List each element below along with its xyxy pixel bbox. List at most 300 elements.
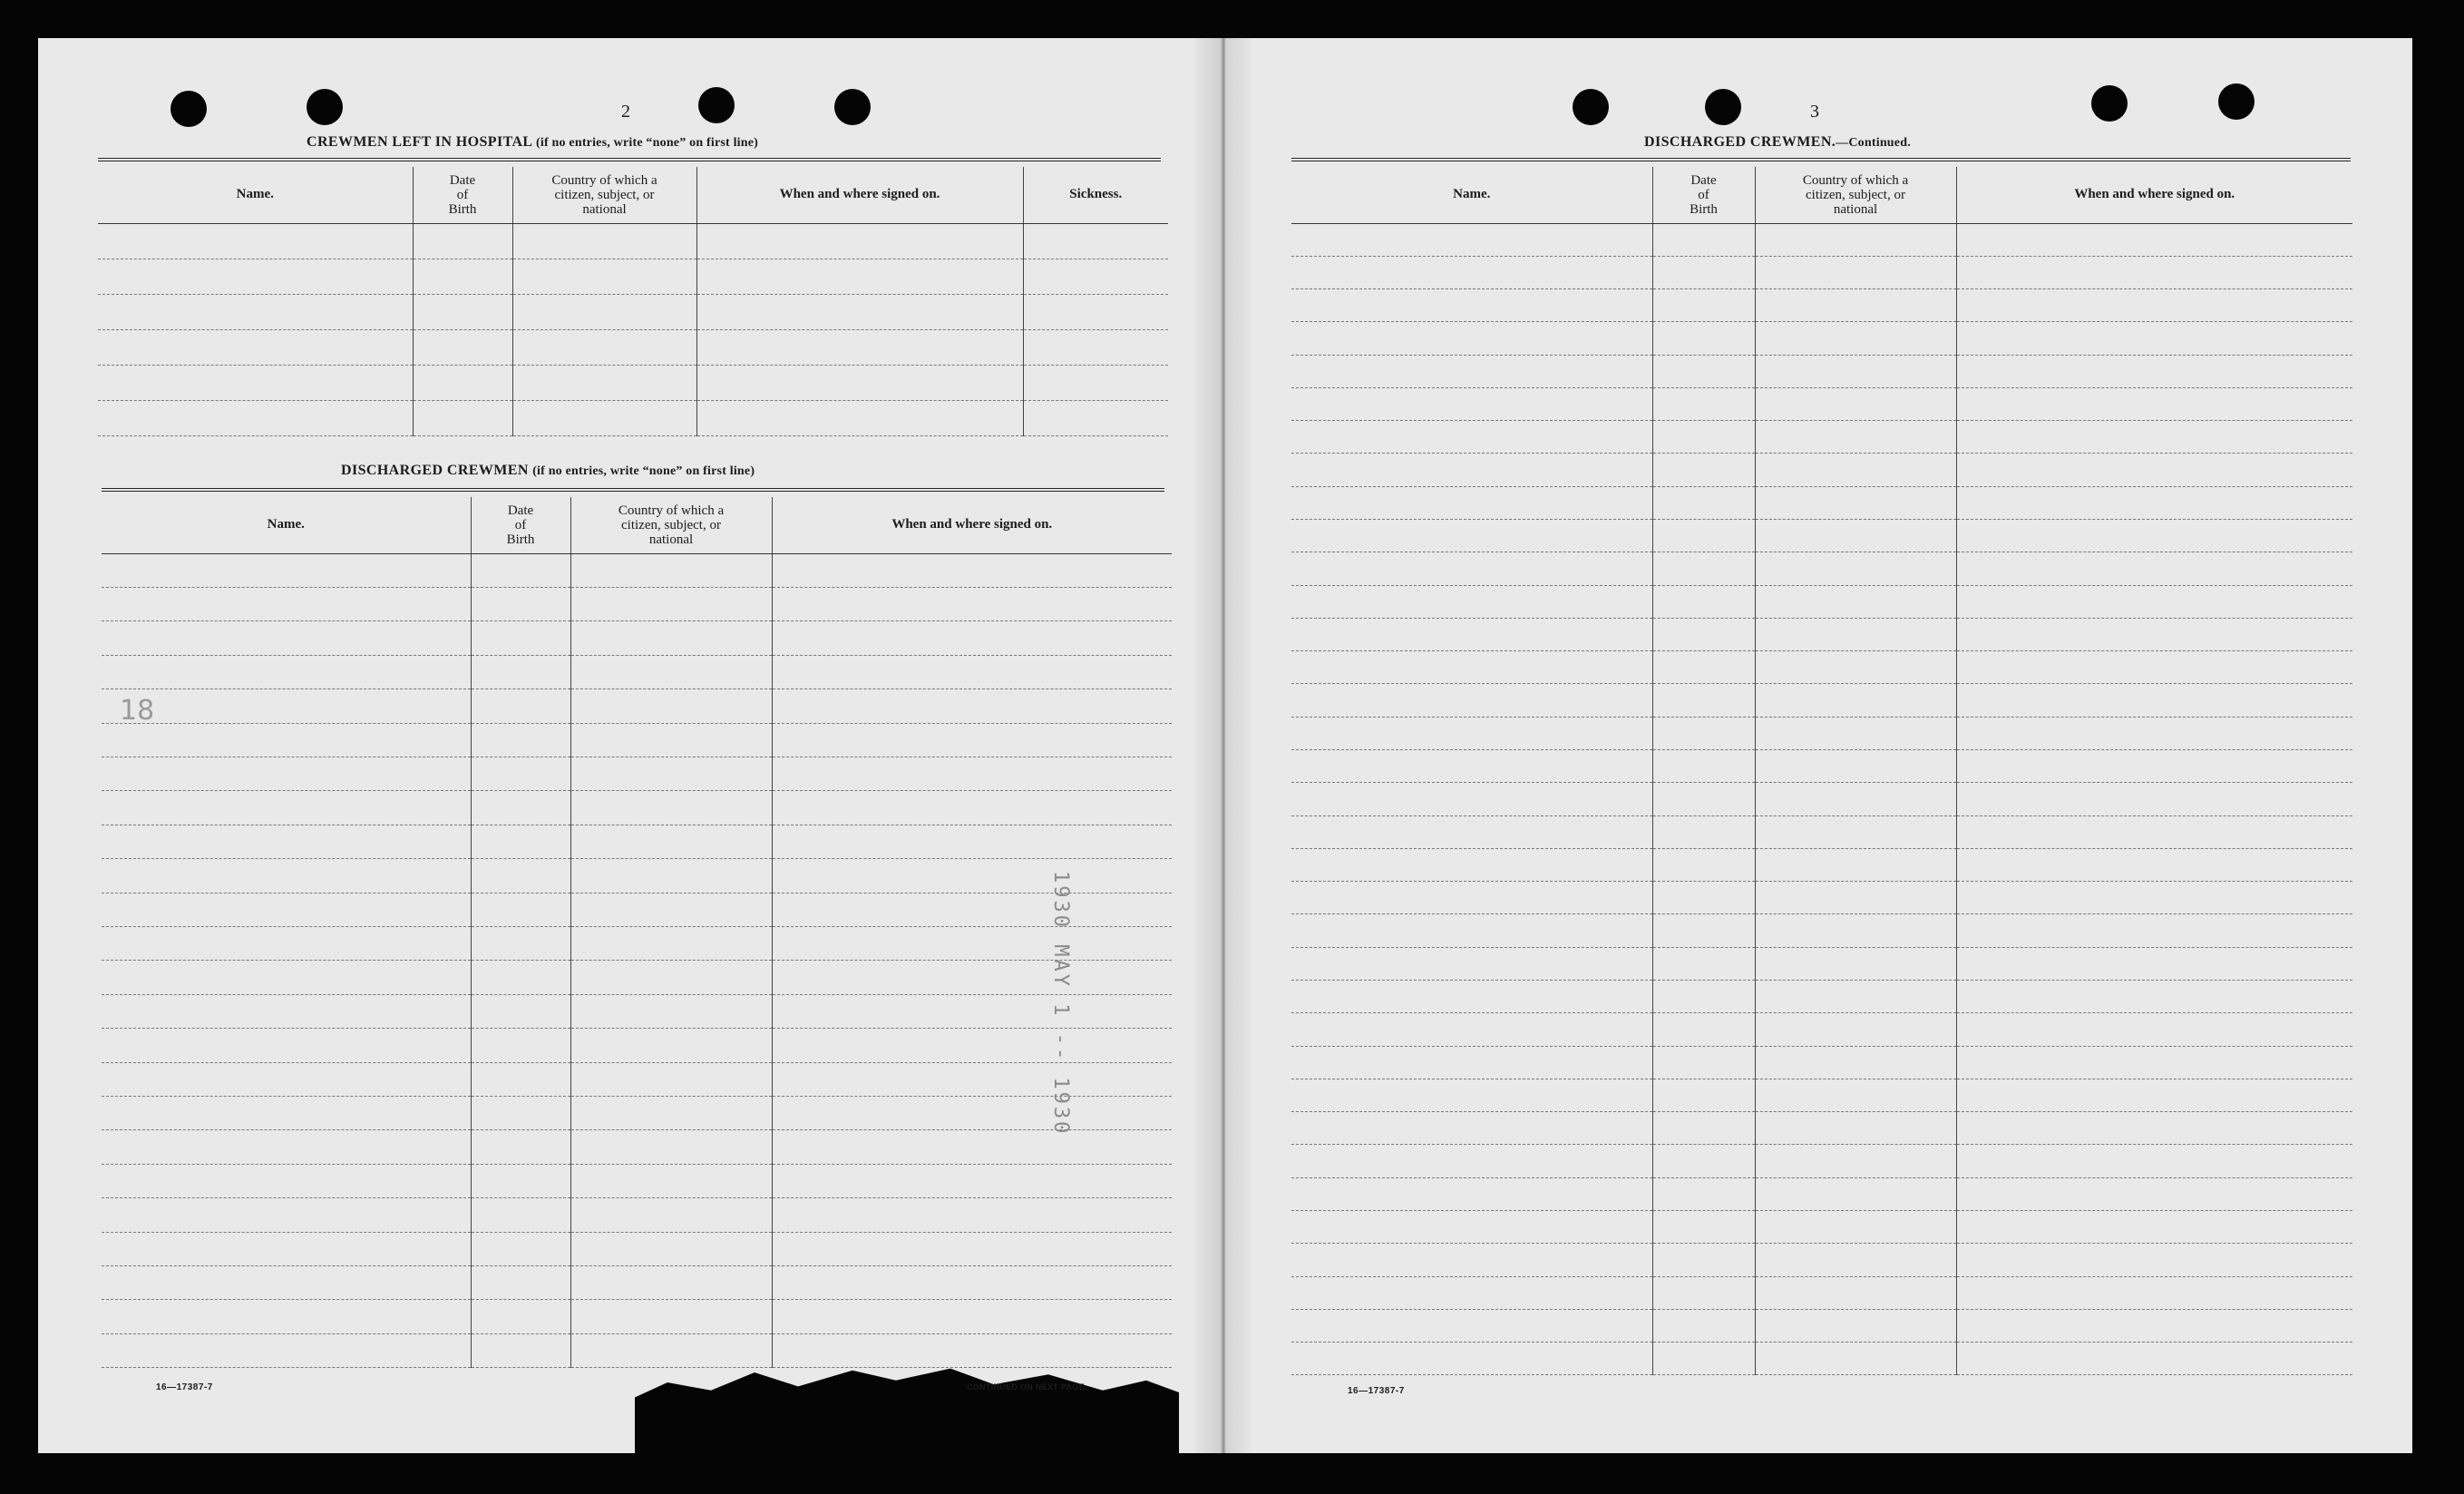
blank-entry-cell[interactable] [772, 655, 1172, 688]
blank-entry-cell[interactable] [102, 621, 471, 655]
blank-entry-cell[interactable] [1652, 223, 1755, 256]
blank-entry-cell[interactable] [1956, 1013, 2352, 1046]
blank-entry-cell[interactable] [1956, 486, 2352, 519]
blank-entry-cell[interactable] [102, 655, 471, 688]
blank-entry-cell[interactable] [1956, 1210, 2352, 1243]
double-rule [102, 488, 1164, 492]
blank-entry-cell[interactable] [1956, 1145, 2352, 1177]
blank-entry-cell[interactable] [512, 294, 696, 329]
blank-entry-cell[interactable] [413, 223, 512, 259]
blank-entry-cell[interactable] [1956, 256, 2352, 288]
blank-entry-cell[interactable] [1956, 783, 2352, 815]
blank-entry-cell[interactable] [102, 1266, 471, 1300]
blank-entry-cell[interactable] [1291, 1177, 1652, 1210]
blank-entry-cell[interactable] [772, 1130, 1172, 1164]
blank-entry-cell[interactable] [1652, 980, 1755, 1012]
section-title-discharged-continued [1644, 134, 1911, 151]
blank-entry-cell[interactable] [1755, 1244, 1956, 1276]
blank-entry-cell[interactable] [1652, 355, 1755, 387]
blank-entry-cell[interactable] [570, 621, 772, 655]
blank-entry-cell[interactable] [1652, 1079, 1755, 1111]
blank-entry-cell[interactable] [1652, 1244, 1755, 1276]
blank-entry-cell[interactable] [471, 587, 570, 620]
blank-entry-cell[interactable] [1291, 651, 1652, 684]
blank-entry-cell[interactable] [98, 365, 413, 400]
blank-entry-cell[interactable] [471, 825, 570, 858]
blank-entry-cell[interactable] [1291, 223, 1652, 256]
blank-entry-cell[interactable] [1956, 947, 2352, 980]
blank-entry-cell[interactable] [1956, 980, 2352, 1012]
blank-entry-cell[interactable] [570, 859, 772, 893]
blank-entry-cell[interactable] [102, 1232, 471, 1265]
blank-entry-cell[interactable] [1652, 256, 1755, 288]
blank-entry-cell[interactable] [1291, 486, 1652, 519]
blank-entry-cell[interactable] [1291, 618, 1652, 650]
blank-entry-cell[interactable] [1755, 1276, 1956, 1309]
blank-entry-cell[interactable] [772, 1029, 1172, 1062]
blank-entry-cell[interactable] [570, 1232, 772, 1265]
column-header-line: Birth [448, 201, 477, 217]
blank-entry-cell[interactable] [102, 825, 471, 858]
blank-entry-cell[interactable] [1652, 1276, 1755, 1309]
blank-entry-cell[interactable] [1755, 684, 1956, 717]
blank-entry-cell[interactable] [1291, 882, 1652, 914]
blank-entry-cell[interactable] [772, 893, 1172, 926]
blank-entry-cell[interactable] [1652, 684, 1755, 717]
blank-entry-cell[interactable] [471, 1198, 570, 1232]
blank-entry-cell[interactable] [471, 1029, 570, 1062]
blank-entry-cell[interactable] [102, 1333, 471, 1367]
blank-entry-cell[interactable] [1291, 520, 1652, 552]
column-header: Sickness. [1023, 167, 1168, 223]
blank-entry-cell[interactable] [570, 1164, 772, 1197]
blank-entry-cell[interactable] [1023, 365, 1168, 400]
blank-entry-cell[interactable] [1755, 1177, 1956, 1210]
column-header: Name. [1291, 167, 1652, 223]
blank-entry-cell[interactable] [1755, 914, 1956, 947]
blank-entry-cell[interactable] [512, 400, 696, 435]
blank-entry-cell[interactable] [1652, 1343, 1755, 1375]
blank-entry-cell[interactable] [1956, 1343, 2352, 1375]
blank-entry-cell[interactable] [1956, 454, 2352, 486]
blank-entry-cell[interactable] [1291, 1244, 1652, 1276]
table-row [1291, 1112, 2352, 1145]
blank-entry-cell[interactable] [102, 1300, 471, 1333]
blank-entry-cell[interactable] [1755, 783, 1956, 815]
blank-entry-cell[interactable] [772, 1062, 1172, 1096]
blank-entry-cell[interactable] [1652, 1145, 1755, 1177]
blank-entry-cell[interactable] [1291, 750, 1652, 783]
blank-entry-cell[interactable] [471, 1300, 570, 1333]
blank-entry-cell[interactable] [471, 926, 570, 960]
blank-entry-cell[interactable] [471, 1097, 570, 1130]
blank-entry-cell[interactable] [696, 365, 1023, 400]
blank-entry-cell[interactable] [1652, 618, 1755, 650]
blank-entry-cell[interactable] [1755, 1013, 1956, 1046]
blank-entry-cell[interactable] [102, 587, 471, 620]
blank-entry-cell[interactable] [471, 1164, 570, 1197]
blank-entry-cell[interactable] [570, 723, 772, 757]
blank-entry-cell[interactable] [512, 259, 696, 294]
blank-entry-cell[interactable] [1652, 1046, 1755, 1079]
blank-entry-cell[interactable] [570, 1130, 772, 1164]
blank-entry-cell[interactable] [1291, 454, 1652, 486]
blank-entry-cell[interactable] [102, 1164, 471, 1197]
blank-entry-cell[interactable] [772, 1164, 1172, 1197]
blank-entry-cell[interactable] [1652, 1210, 1755, 1243]
blank-entry-cell[interactable] [1956, 914, 2352, 947]
blank-entry-cell[interactable] [772, 1232, 1172, 1265]
blank-entry-cell[interactable] [1956, 1112, 2352, 1145]
blank-entry-cell[interactable] [471, 655, 570, 688]
table-row [102, 859, 1172, 893]
blank-entry-cell[interactable] [1652, 882, 1755, 914]
blank-entry-cell[interactable] [1755, 651, 1956, 684]
blank-entry-cell[interactable] [102, 1029, 471, 1062]
blank-entry-cell[interactable] [1956, 750, 2352, 783]
blank-entry-cell[interactable] [1956, 1276, 2352, 1309]
blank-entry-cell[interactable] [471, 961, 570, 994]
column-header [1652, 167, 1755, 223]
blank-entry-cell[interactable] [1652, 486, 1755, 519]
blank-entry-cell[interactable] [1291, 1145, 1652, 1177]
blank-entry-cell[interactable] [570, 1300, 772, 1333]
blank-entry-cell[interactable] [102, 757, 471, 790]
blank-entry-cell[interactable] [1291, 1046, 1652, 1079]
blank-entry-cell[interactable] [1755, 1145, 1956, 1177]
blank-entry-cell[interactable] [1755, 1046, 1956, 1079]
blank-entry-cell[interactable] [1956, 815, 2352, 848]
blank-entry-cell[interactable] [102, 791, 471, 825]
blank-entry-cell[interactable] [1956, 684, 2352, 717]
blank-entry-cell[interactable] [696, 223, 1023, 259]
blank-entry-cell[interactable] [1956, 520, 2352, 552]
blank-entry-cell[interactable] [772, 791, 1172, 825]
blank-entry-cell[interactable] [1291, 256, 1652, 288]
blank-entry-cell[interactable] [1291, 322, 1652, 355]
blank-entry-cell[interactable] [1956, 1079, 2352, 1111]
blank-entry-cell[interactable] [471, 1232, 570, 1265]
blank-entry-cell[interactable] [772, 1198, 1172, 1232]
blank-entry-cell[interactable] [1755, 882, 1956, 914]
blank-entry-cell[interactable] [1956, 882, 2352, 914]
blank-entry-cell[interactable] [471, 757, 570, 790]
table-row [1291, 1013, 2352, 1046]
section-title-discharged [341, 463, 755, 479]
blank-entry-cell[interactable] [1755, 289, 1956, 322]
blank-entry-cell[interactable] [1023, 223, 1168, 259]
blank-entry-cell[interactable] [1652, 1177, 1755, 1210]
blank-entry-cell[interactable] [98, 223, 413, 259]
column-header: Name. [98, 167, 413, 223]
blank-entry-cell[interactable] [1755, 454, 1956, 486]
blank-entry-cell[interactable] [1755, 585, 1956, 618]
blank-entry-cell[interactable] [1956, 1244, 2352, 1276]
blank-entry-cell[interactable] [1652, 289, 1755, 322]
blank-entry-cell[interactable] [471, 1266, 570, 1300]
blank-entry-cell[interactable] [1652, 1309, 1755, 1342]
column-header-line: Birth [506, 532, 535, 547]
blank-entry-cell[interactable] [570, 553, 772, 587]
blank-entry-cell[interactable] [570, 994, 772, 1028]
blank-entry-cell[interactable] [98, 400, 413, 435]
blank-entry-cell[interactable] [772, 859, 1172, 893]
blank-entry-cell[interactable] [471, 893, 570, 926]
blank-entry-cell[interactable] [102, 1198, 471, 1232]
blank-entry-cell[interactable] [413, 329, 512, 365]
table-row [102, 791, 1172, 825]
blank-entry-cell[interactable] [772, 757, 1172, 790]
blank-entry-cell[interactable] [512, 365, 696, 400]
blank-entry-cell[interactable] [772, 1097, 1172, 1130]
blank-entry-cell[interactable] [570, 1029, 772, 1062]
blank-entry-cell[interactable] [1291, 1112, 1652, 1145]
blank-entry-cell[interactable] [570, 926, 772, 960]
blank-entry-cell[interactable] [1755, 1079, 1956, 1111]
blank-entry-cell[interactable] [102, 926, 471, 960]
blank-entry-cell[interactable] [1956, 355, 2352, 387]
blank-entry-cell[interactable] [570, 587, 772, 620]
blank-entry-cell[interactable] [1755, 947, 1956, 980]
blank-entry-cell[interactable] [1291, 947, 1652, 980]
blank-entry-cell[interactable] [1291, 1013, 1652, 1046]
blank-entry-cell[interactable] [1956, 322, 2352, 355]
blank-entry-cell[interactable] [1652, 1013, 1755, 1046]
blank-entry-cell[interactable] [102, 859, 471, 893]
blank-entry-cell[interactable] [1023, 294, 1168, 329]
blank-entry-cell[interactable] [1956, 618, 2352, 650]
punch-hole [170, 91, 207, 127]
blank-entry-cell[interactable] [1291, 421, 1652, 454]
blank-entry-cell[interactable] [471, 1333, 570, 1367]
blank-entry-cell[interactable] [1291, 717, 1652, 749]
blank-entry-cell[interactable] [1291, 783, 1652, 815]
blank-entry-cell[interactable] [570, 655, 772, 688]
blank-entry-cell[interactable] [772, 1300, 1172, 1333]
blank-entry-cell[interactable] [1291, 355, 1652, 387]
blank-entry-cell[interactable] [570, 893, 772, 926]
blank-entry-cell[interactable] [696, 400, 1023, 435]
blank-entry-cell[interactable] [1291, 980, 1652, 1012]
blank-entry-cell[interactable] [471, 791, 570, 825]
blank-entry-cell[interactable] [471, 621, 570, 655]
table-row [102, 961, 1172, 994]
table-row [1291, 256, 2352, 288]
blank-entry-cell[interactable] [413, 259, 512, 294]
blank-entry-cell[interactable] [1755, 815, 1956, 848]
blank-entry-cell[interactable] [1652, 947, 1755, 980]
blank-entry-cell[interactable] [1652, 520, 1755, 552]
blank-entry-cell[interactable] [772, 553, 1172, 587]
blank-entry-cell[interactable] [1652, 1112, 1755, 1145]
blank-entry-cell[interactable] [102, 994, 471, 1028]
blank-entry-cell[interactable] [1956, 717, 2352, 749]
blank-entry-cell[interactable] [1956, 552, 2352, 585]
blank-entry-cell[interactable] [471, 994, 570, 1028]
blank-entry-cell[interactable] [413, 294, 512, 329]
blank-entry-cell[interactable] [102, 961, 471, 994]
blank-entry-cell[interactable] [413, 400, 512, 435]
blank-entry-cell[interactable] [772, 1266, 1172, 1300]
blank-entry-cell[interactable] [102, 553, 471, 587]
blank-entry-cell[interactable] [1755, 223, 1956, 256]
blank-entry-cell[interactable] [1755, 1210, 1956, 1243]
blank-entry-cell[interactable] [1755, 750, 1956, 783]
blank-entry-cell[interactable] [696, 329, 1023, 365]
table-row [102, 1300, 1172, 1333]
blank-entry-cell[interactable] [1755, 387, 1956, 420]
blank-entry-cell[interactable] [471, 1130, 570, 1164]
blank-entry-cell[interactable] [772, 961, 1172, 994]
blank-entry-cell[interactable] [1755, 1112, 1956, 1145]
table-row [1291, 486, 2352, 519]
blank-entry-cell[interactable] [570, 689, 772, 723]
blank-entry-cell[interactable] [1652, 750, 1755, 783]
blank-entry-cell[interactable] [102, 1062, 471, 1096]
blank-entry-cell[interactable] [471, 1062, 570, 1096]
blank-entry-cell[interactable] [512, 329, 696, 365]
blank-entry-cell[interactable] [1291, 1309, 1652, 1342]
blank-entry-cell[interactable] [570, 825, 772, 858]
blank-entry-cell[interactable] [102, 723, 471, 757]
blank-entry-cell[interactable] [1755, 486, 1956, 519]
blank-entry-cell[interactable] [772, 994, 1172, 1028]
section-title-text: DISCHARGED CREWMEN [341, 463, 529, 478]
blank-entry-cell[interactable] [1291, 815, 1652, 848]
blank-entry-cell[interactable] [772, 689, 1172, 723]
blank-entry-cell[interactable] [1956, 387, 2352, 420]
blank-entry-cell[interactable] [471, 859, 570, 893]
blank-entry-cell[interactable] [1956, 289, 2352, 322]
blank-entry-cell[interactable] [1652, 421, 1755, 454]
blank-entry-cell[interactable] [570, 757, 772, 790]
blank-entry-cell[interactable] [1755, 355, 1956, 387]
blank-entry-cell[interactable] [1291, 848, 1652, 881]
blank-entry-cell[interactable] [1755, 1309, 1956, 1342]
blank-entry-cell[interactable] [1291, 552, 1652, 585]
blank-entry-cell[interactable] [570, 1266, 772, 1300]
blank-entry-cell[interactable] [102, 1130, 471, 1164]
blank-entry-cell[interactable] [1652, 914, 1755, 947]
blank-entry-cell[interactable] [1956, 651, 2352, 684]
blank-entry-cell[interactable] [98, 259, 413, 294]
blank-entry-cell[interactable] [471, 553, 570, 587]
blank-entry-cell[interactable] [98, 294, 413, 329]
blank-entry-cell[interactable] [471, 689, 570, 723]
blank-entry-cell[interactable] [102, 893, 471, 926]
blank-entry-cell[interactable] [1652, 454, 1755, 486]
blank-entry-cell[interactable] [1956, 1046, 2352, 1079]
blank-entry-cell[interactable] [1291, 914, 1652, 947]
blank-entry-cell[interactable] [102, 689, 471, 723]
blank-entry-cell[interactable] [1755, 322, 1956, 355]
blank-entry-cell[interactable] [102, 1097, 471, 1130]
table-row [1291, 914, 2352, 947]
blank-entry-cell[interactable] [1652, 815, 1755, 848]
section-instruction: (if no entries, write “none” on first line) [532, 464, 755, 478]
blank-entry-cell[interactable] [1755, 848, 1956, 881]
page-number: 3 [1810, 102, 1819, 122]
blank-entry-cell[interactable] [772, 825, 1172, 858]
blank-entry-cell[interactable] [772, 723, 1172, 757]
continued-note: CONTINUED ON NEXT PAGE. [967, 1382, 1087, 1391]
blank-entry-cell[interactable] [772, 926, 1172, 960]
blank-entry-cell[interactable] [1023, 329, 1168, 365]
table-row [98, 400, 1168, 435]
blank-entry-cell[interactable] [1023, 400, 1168, 435]
blank-entry-cell[interactable] [471, 723, 570, 757]
blank-entry-cell[interactable] [1755, 618, 1956, 650]
table-row [102, 926, 1172, 960]
blank-entry-cell[interactable] [1291, 289, 1652, 322]
blank-entry-cell[interactable] [1956, 223, 2352, 256]
blank-entry-cell[interactable] [1023, 259, 1168, 294]
column-header-line: Country of which a [551, 172, 657, 188]
blank-entry-cell[interactable] [1291, 1079, 1652, 1111]
blank-entry-cell[interactable] [570, 961, 772, 994]
blank-entry-cell[interactable] [1956, 1177, 2352, 1210]
blank-entry-cell[interactable] [98, 329, 413, 365]
blank-entry-cell[interactable] [772, 587, 1172, 620]
blank-entry-cell[interactable] [696, 294, 1023, 329]
blank-entry-cell[interactable] [1652, 552, 1755, 585]
blank-entry-cell[interactable] [1956, 585, 2352, 618]
blank-entry-cell[interactable] [1652, 387, 1755, 420]
blank-entry-cell[interactable] [570, 1097, 772, 1130]
blank-entry-cell[interactable] [1291, 684, 1652, 717]
blank-entry-cell[interactable] [1652, 585, 1755, 618]
blank-entry-cell[interactable] [1755, 256, 1956, 288]
blank-entry-cell[interactable] [570, 1062, 772, 1096]
blank-entry-cell[interactable] [1291, 585, 1652, 618]
double-rule [98, 158, 1161, 161]
blank-entry-cell[interactable] [570, 1198, 772, 1232]
blank-entry-cell[interactable] [413, 365, 512, 400]
blank-entry-cell[interactable] [570, 791, 772, 825]
blank-entry-cell[interactable] [512, 223, 696, 259]
blank-entry-cell[interactable] [1291, 387, 1652, 420]
blank-entry-cell[interactable] [1956, 1309, 2352, 1342]
section-title-text: CREWMEN LEFT IN HOSPITAL [307, 134, 532, 150]
column-header-line: Country of which a [1802, 172, 1909, 188]
blank-entry-cell[interactable] [1652, 717, 1755, 749]
blank-entry-cell[interactable] [1755, 980, 1956, 1012]
blank-entry-cell[interactable] [772, 1333, 1172, 1367]
blank-entry-cell[interactable] [1291, 1343, 1652, 1375]
blank-entry-cell[interactable] [1291, 1210, 1652, 1243]
blank-entry-cell[interactable] [1755, 717, 1956, 749]
blank-entry-cell[interactable] [1652, 322, 1755, 355]
blank-entry-cell[interactable] [1652, 783, 1755, 815]
blank-entry-cell[interactable] [1652, 848, 1755, 881]
blank-entry-cell[interactable] [1755, 421, 1956, 454]
table-row [1291, 1177, 2352, 1210]
blank-entry-cell[interactable] [1956, 421, 2352, 454]
blank-entry-cell[interactable] [1755, 552, 1956, 585]
column-header-line: of [514, 517, 527, 532]
blank-entry-cell[interactable] [570, 1333, 772, 1367]
blank-entry-cell[interactable] [1291, 1276, 1652, 1309]
column-header [512, 167, 696, 223]
punch-hole [1573, 89, 1609, 125]
blank-entry-cell[interactable] [1755, 1343, 1956, 1375]
blank-entry-cell[interactable] [1652, 651, 1755, 684]
blank-entry-cell[interactable] [1755, 520, 1956, 552]
column-header [413, 167, 512, 223]
blank-entry-cell[interactable] [1956, 848, 2352, 881]
blank-entry-cell[interactable] [696, 259, 1023, 294]
blank-entry-cell[interactable] [772, 621, 1172, 655]
